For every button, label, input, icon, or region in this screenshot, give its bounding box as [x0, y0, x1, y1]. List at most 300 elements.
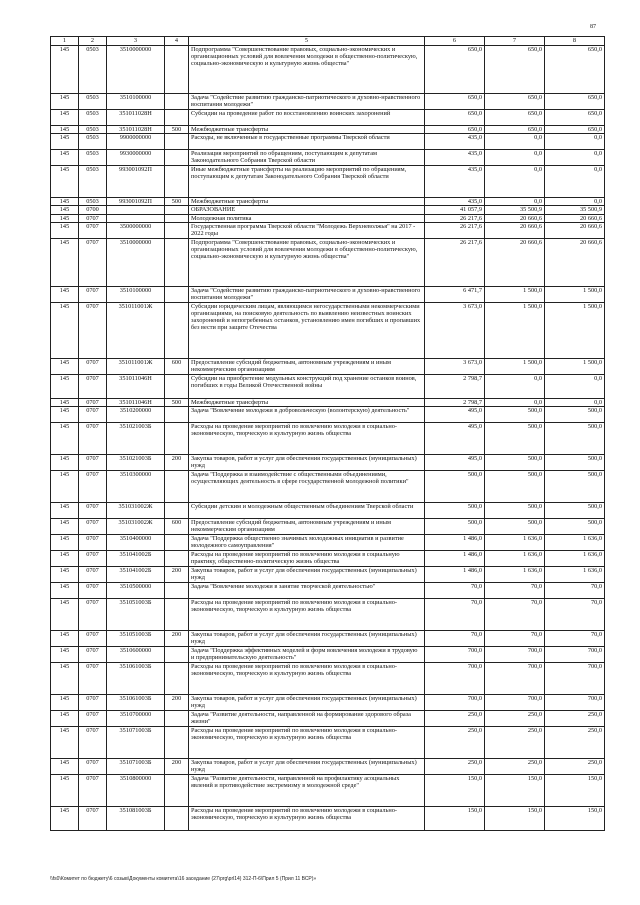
table-cell: 351021003Б [107, 455, 165, 471]
table-cell: Расходы на проведение мероприятий по вовлечению молодежи в социально-экономическую, творческую и культурную жизнь общества [189, 727, 425, 759]
table-cell: 351011046Н [107, 398, 165, 406]
table-cell: Субсидии на проведение работ по восстановлению воинских захоронений [189, 110, 425, 126]
table-cell: Межбюджетные трансферты [189, 126, 425, 134]
table-cell [165, 503, 189, 519]
table-cell: 500,0 [545, 423, 605, 455]
table-cell: 0707 [79, 455, 107, 471]
table-cell: 41 057,9 [425, 206, 485, 214]
table-cell: 150,0 [425, 807, 485, 831]
table-cell: 9900000000 [107, 134, 165, 150]
table-cell: 351011028Н [107, 126, 165, 134]
table-cell: 600 [165, 519, 189, 535]
table-cell: 0707 [79, 663, 107, 695]
table-cell: 145 [51, 126, 79, 134]
table-cell [165, 302, 189, 358]
table-cell: 1 500,0 [485, 302, 545, 358]
table-cell: 0,0 [485, 374, 545, 398]
table-cell: 145 [51, 214, 79, 222]
table-cell: Субсидии юридическим лицам, являющимся негосударственными некоммерческими организациями, на поисковую деятельность по выявлению неизвестных воинских захоронений и непогребенных останков, установлению имен погибших и пропавших без вести при защите Отечества [189, 302, 425, 358]
table-cell: 0707 [79, 214, 107, 222]
table-cell: 145 [51, 407, 79, 423]
table-cell: 1 636,0 [545, 535, 605, 551]
table-cell: 0707 [79, 775, 107, 807]
table-cell: 0503 [79, 110, 107, 126]
column-header: 8 [545, 37, 605, 46]
table-row [51, 663, 605, 695]
table-cell: Предоставление субсидий бюджетным, автономным учреждениям и иным некоммерческим организациям [189, 519, 425, 535]
table-cell [165, 599, 189, 631]
table-cell: 26 217,6 [425, 222, 485, 238]
table-cell: 351061003Б [107, 695, 165, 711]
table-cell: 145 [51, 647, 79, 663]
table-cell: 0707 [79, 471, 107, 503]
table-cell: 650,0 [425, 126, 485, 134]
table-cell: 3510300000 [107, 471, 165, 503]
table-cell [165, 222, 189, 238]
table-cell: 650,0 [545, 110, 605, 126]
table-cell: 200 [165, 759, 189, 775]
table-cell: Молодежная политика [189, 214, 425, 222]
table-row [51, 759, 605, 775]
table-body [51, 46, 605, 831]
table-cell: 500,0 [545, 455, 605, 471]
table-cell: 0,0 [485, 150, 545, 166]
table-cell: 145 [51, 423, 79, 455]
table-cell: 351011046Н [107, 374, 165, 398]
table-cell: 351051003Б [107, 599, 165, 631]
table-cell: 0,0 [545, 398, 605, 406]
table-cell: 145 [51, 567, 79, 583]
table-cell [165, 775, 189, 807]
table-cell: 500,0 [425, 503, 485, 519]
table-cell: 250,0 [425, 759, 485, 775]
table-cell: 0,0 [485, 398, 545, 406]
table-cell: 435,0 [425, 150, 485, 166]
table-cell: 0,0 [545, 374, 605, 398]
table-cell: 650,0 [485, 126, 545, 134]
table-cell: 0503 [79, 126, 107, 134]
column-header: 2 [79, 37, 107, 46]
table-cell [165, 166, 189, 198]
table-cell: 26 217,6 [425, 238, 485, 286]
table-cell: 700,0 [545, 647, 605, 663]
table-cell: 0707 [79, 551, 107, 567]
table-cell: 500,0 [545, 471, 605, 503]
table-cell: 3 673,0 [425, 302, 485, 358]
table-cell: 70,0 [545, 583, 605, 599]
file-path-footer: \\fs0\Комитет по бюджету\6 созыв\Документы комитета\16 заседание (27\prg\prl14) 312-П-6\Прил 5 (Прил 11 ВСР)» [50, 876, 317, 882]
table-cell: 1 500,0 [545, 302, 605, 358]
table-cell: 500,0 [425, 519, 485, 535]
table-cell: 20 660,6 [485, 214, 545, 222]
table-cell: 145 [51, 150, 79, 166]
table-cell: 145 [51, 374, 79, 398]
table-row [51, 647, 605, 663]
table-cell [165, 206, 189, 214]
table-cell: 0,0 [545, 150, 605, 166]
table-cell: 0707 [79, 567, 107, 583]
table-cell: 70,0 [425, 599, 485, 631]
table-cell: 145 [51, 286, 79, 302]
table-cell: 3510200000 [107, 407, 165, 423]
table-row [51, 374, 605, 398]
table-cell: 250,0 [545, 727, 605, 759]
table-row [51, 567, 605, 583]
table-cell: 993001092П [107, 198, 165, 206]
table-cell: Задача "Поддержка и взаимодействие с общественными объединениями, осуществляющих деятельность в сфере государственной молодежной политики" [189, 471, 425, 503]
table-cell [165, 727, 189, 759]
table-cell: Закупка товаров, работ и услуг для обеспечения государственных (муниципальных) нужд [189, 759, 425, 775]
table-cell: 200 [165, 567, 189, 583]
table-cell: Задача "Вовлечение молодежи в занятие творческой деятельностью" [189, 583, 425, 599]
table-cell: 0707 [79, 407, 107, 423]
table-cell [165, 238, 189, 286]
table-cell: 0700 [79, 206, 107, 214]
table-cell: 150,0 [485, 775, 545, 807]
table-cell [165, 286, 189, 302]
table-cell: 250,0 [545, 759, 605, 775]
table-cell: 70,0 [425, 583, 485, 599]
table-row [51, 206, 605, 214]
table-cell: 3500000000 [107, 222, 165, 238]
table-cell: Закупка товаров, работ и услуг для обеспечения государственных (муниципальных) нужд [189, 567, 425, 583]
table-cell: 145 [51, 711, 79, 727]
table-cell: 500,0 [545, 519, 605, 535]
table-cell: Закупка товаров, работ и услуг для обеспечения государственных (муниципальных) нужд [189, 631, 425, 647]
table-cell: 0707 [79, 503, 107, 519]
table-cell: 993001092П [107, 166, 165, 198]
table-cell: 20 660,6 [545, 238, 605, 286]
table-cell: 1 500,0 [545, 358, 605, 374]
page-number: 87 [590, 24, 596, 30]
table-cell: 650,0 [545, 94, 605, 110]
table-cell: Субсидии детским и молодежным общественным объединениям Тверской области [189, 503, 425, 519]
table-row [51, 519, 605, 535]
table-cell: 500,0 [485, 519, 545, 535]
table-cell: 145 [51, 599, 79, 631]
budget-table-container [50, 36, 604, 831]
table-row [51, 134, 605, 150]
table-cell: 250,0 [485, 759, 545, 775]
table-cell: 145 [51, 206, 79, 214]
table-cell: Расходы на проведение мероприятий по вовлечению молодежи в социально-экономическую, творческую и культурную жизнь общества [189, 423, 425, 455]
table-cell [165, 807, 189, 831]
column-header: 4 [165, 37, 189, 46]
table-cell: 150,0 [545, 775, 605, 807]
table-row [51, 166, 605, 198]
table-cell: 700,0 [425, 663, 485, 695]
table-cell: 351061003Б [107, 663, 165, 695]
table-cell [165, 110, 189, 126]
table-cell: 0,0 [545, 134, 605, 150]
column-header: 1 [51, 37, 79, 46]
table-cell: 0707 [79, 535, 107, 551]
table-row [51, 302, 605, 358]
column-header: 7 [485, 37, 545, 46]
table-cell: 3510600000 [107, 647, 165, 663]
table-cell: 0707 [79, 631, 107, 647]
table-row [51, 46, 605, 94]
table-cell [165, 551, 189, 567]
table-cell [165, 471, 189, 503]
table-cell [165, 423, 189, 455]
table-cell: 0,0 [545, 198, 605, 206]
budget-table [50, 36, 605, 831]
table-cell: Субсидии на приобретение модульных конструкций под хранение останков воинов, погибших в годы Великой Отечественной войны [189, 374, 425, 398]
table-cell: 6 471,7 [425, 286, 485, 302]
table-cell: 35 500,9 [485, 206, 545, 214]
table-cell: 1 636,0 [545, 567, 605, 583]
table-cell: 200 [165, 631, 189, 647]
table-cell: 20 660,6 [545, 222, 605, 238]
table-row [51, 286, 605, 302]
table-cell: 351051003Б [107, 631, 165, 647]
table-cell: Задача "Развитие деятельности, направленной на формирование здорового образа жизни" [189, 711, 425, 727]
table-cell: 700,0 [485, 647, 545, 663]
table-row [51, 150, 605, 166]
table-row [51, 423, 605, 455]
table-cell: 435,0 [425, 134, 485, 150]
table-cell: 3510500000 [107, 583, 165, 599]
table-cell: 650,0 [545, 126, 605, 134]
table-row [51, 398, 605, 406]
table-cell: 70,0 [545, 599, 605, 631]
table-cell: 3510100000 [107, 286, 165, 302]
table-cell [165, 663, 189, 695]
table-cell: 495,0 [425, 455, 485, 471]
table-cell: 0707 [79, 519, 107, 535]
table-cell: 495,0 [425, 423, 485, 455]
table-cell: 0503 [79, 198, 107, 206]
table-cell: 1 486,0 [425, 551, 485, 567]
table-cell: Межбюджетные трансферты [189, 398, 425, 406]
table-cell: 700,0 [545, 695, 605, 711]
table-cell: 145 [51, 238, 79, 286]
table-cell: 2 798,7 [425, 398, 485, 406]
table-cell: 500,0 [545, 503, 605, 519]
table-cell: Расходы на проведение мероприятий по вовлечению молодежи в социальную практику, общественно-политическую жизнь общества [189, 551, 425, 567]
table-cell: 145 [51, 358, 79, 374]
table-cell: 145 [51, 198, 79, 206]
table-cell: 650,0 [485, 110, 545, 126]
table-cell: 495,0 [425, 407, 485, 423]
table-cell: 650,0 [425, 94, 485, 110]
table-cell [165, 94, 189, 110]
table-cell: 351071003Б [107, 727, 165, 759]
table-cell: 3510400000 [107, 535, 165, 551]
table-cell: Расходы на проведение мероприятий по вовлечению молодежи в социально-экономическую, творческую и культурную жизнь общества [189, 663, 425, 695]
table-cell: 3510800000 [107, 775, 165, 807]
table-cell: 500 [165, 126, 189, 134]
table-cell: 0707 [79, 759, 107, 775]
table-cell: 3510000000 [107, 238, 165, 286]
table-cell: 351011028Н [107, 110, 165, 126]
column-header: 3 [107, 37, 165, 46]
table-cell: 0707 [79, 423, 107, 455]
table-cell: 20 660,6 [485, 238, 545, 286]
table-cell: 0707 [79, 695, 107, 711]
column-header: 5 [189, 37, 425, 46]
table-cell: 0707 [79, 302, 107, 358]
table-cell: 500,0 [485, 407, 545, 423]
table-row [51, 695, 605, 711]
table-cell: 0707 [79, 358, 107, 374]
table-cell: 0707 [79, 238, 107, 286]
table-cell: 145 [51, 775, 79, 807]
table-cell: 435,0 [425, 166, 485, 198]
table-header-row [51, 37, 605, 46]
table-cell: 0707 [79, 727, 107, 759]
table-cell: 70,0 [545, 631, 605, 647]
table-cell: 700,0 [485, 663, 545, 695]
table-cell: 351021003Б [107, 423, 165, 455]
table-cell: 650,0 [485, 46, 545, 94]
table-cell: 145 [51, 166, 79, 198]
table-cell [107, 214, 165, 222]
table-cell: 500 [165, 398, 189, 406]
table-cell: 70,0 [425, 631, 485, 647]
table-cell: 26 217,6 [425, 214, 485, 222]
table-cell: Задача "Поддержка эффективных моделей и форм вовлечения молодежи в трудовую и предпринимательскую деятельность" [189, 647, 425, 663]
table-row [51, 238, 605, 286]
table-cell: 150,0 [425, 775, 485, 807]
table-cell: ОБРАЗОВАНИЕ [189, 206, 425, 214]
table-cell: 145 [51, 503, 79, 519]
table-cell: 700,0 [545, 663, 605, 695]
table-cell: 700,0 [485, 695, 545, 711]
table-cell [165, 134, 189, 150]
table-cell: 70,0 [485, 599, 545, 631]
table-cell: Иные межбюджетные трансферты на реализацию мероприятий по обращениям, поступающим к депутатам Законодательного Собрания Тверской области [189, 166, 425, 198]
table-row [51, 126, 605, 134]
table-cell: 70,0 [485, 631, 545, 647]
table-row [51, 583, 605, 599]
table-cell: 145 [51, 807, 79, 831]
table-cell: 0707 [79, 647, 107, 663]
table-cell [165, 583, 189, 599]
table-cell: 700,0 [425, 647, 485, 663]
table-cell: 1 636,0 [485, 551, 545, 567]
table-cell: Задача "Вовлечение молодежи в добровольческую (волонтерскую) деятельность" [189, 407, 425, 423]
table-cell: 500,0 [485, 503, 545, 519]
table-cell: 0503 [79, 166, 107, 198]
table-cell: 145 [51, 727, 79, 759]
table-cell: 1 636,0 [485, 567, 545, 583]
table-cell: 1 636,0 [485, 535, 545, 551]
table-cell: 0707 [79, 222, 107, 238]
table-cell [165, 407, 189, 423]
table-row [51, 503, 605, 519]
table-cell: 0503 [79, 134, 107, 150]
table-cell: Расходы на проведение мероприятий по вовлечению молодежи в социально-экономическую, творческую и культурную жизнь общества [189, 807, 425, 831]
table-cell: Расходы на проведение мероприятий по вовлечению молодежи в социально-экономическую, творческую и культурную жизнь общества [189, 599, 425, 631]
table-cell: Межбюджетные трансферты [189, 198, 425, 206]
table-cell: 145 [51, 583, 79, 599]
table-cell: Задача "Содействие развитию гражданско-патриотического и духовно-нравственного воспитания молодежи" [189, 94, 425, 110]
table-cell: 0,0 [485, 134, 545, 150]
table-cell: 351031002Ж [107, 503, 165, 519]
table-cell: 145 [51, 302, 79, 358]
table-cell: 500 [165, 198, 189, 206]
table-cell: Государственная программа Тверской области "Молодежь Верхневолжья" на 2017 - 2022 годы [189, 222, 425, 238]
table-cell: 200 [165, 695, 189, 711]
table-cell: 0,0 [545, 166, 605, 198]
table-row [51, 407, 605, 423]
table-cell: 1 500,0 [485, 286, 545, 302]
table-cell: 351071003Б [107, 759, 165, 775]
table-cell: 1 500,0 [485, 358, 545, 374]
table-cell: Закупка товаров, работ и услуг для обеспечения государственных (муниципальных) нужд [189, 695, 425, 711]
table-row [51, 775, 605, 807]
table-cell [165, 46, 189, 94]
table-cell: Подпрограмма "Совершенствование правовых, социально-экономических и организационных условий для вовлечения молодежи в общественно-политическую, социально-экономическую и культурную жизнь общества" [189, 238, 425, 286]
table-cell: 145 [51, 471, 79, 503]
table-row [51, 94, 605, 110]
table-cell: 250,0 [485, 711, 545, 727]
table-cell: 500,0 [485, 471, 545, 503]
table-cell: Задача "Поддержка общественно значимых молодежных инициатив и развитие молодежного самоуправления" [189, 535, 425, 551]
table-cell: 200 [165, 455, 189, 471]
table-cell: 145 [51, 46, 79, 94]
table-row [51, 535, 605, 551]
table-cell: Задача "Развитие деятельности, направленной на профилактику асоциальных явлений и противодействие экстремизму в молодежной среде" [189, 775, 425, 807]
table-row [51, 631, 605, 647]
table-cell: 0503 [79, 150, 107, 166]
table-cell: 250,0 [545, 711, 605, 727]
table-cell: 35 500,9 [545, 206, 605, 214]
table-cell: 145 [51, 455, 79, 471]
table-cell: 0,0 [485, 198, 545, 206]
table-cell: 351041002Б [107, 567, 165, 583]
table-cell: 0707 [79, 711, 107, 727]
table-cell: 0707 [79, 374, 107, 398]
table-cell: 351081003Б [107, 807, 165, 831]
table-cell: 351041002Б [107, 551, 165, 567]
table-cell: 145 [51, 695, 79, 711]
table-cell: 1 486,0 [425, 567, 485, 583]
table-cell [165, 214, 189, 222]
table-cell: 9930000000 [107, 150, 165, 166]
table-cell: 3510000000 [107, 46, 165, 94]
table-cell: 70,0 [485, 583, 545, 599]
table-cell: Подпрограмма "Совершенствование правовых, социально-экономических и организационных условий для вовлечения молодежи в общественно-политическую, социально-экономическую и культурную жизнь общества" [189, 46, 425, 94]
table-cell: 250,0 [425, 727, 485, 759]
table-cell: 145 [51, 519, 79, 535]
table-cell: 650,0 [425, 46, 485, 94]
table-cell: 145 [51, 398, 79, 406]
table-cell: 0707 [79, 583, 107, 599]
table-cell [165, 535, 189, 551]
table-cell: 600 [165, 358, 189, 374]
table-cell: 145 [51, 110, 79, 126]
table-cell: 351011001Ж [107, 358, 165, 374]
table-cell: 145 [51, 134, 79, 150]
table-row [51, 455, 605, 471]
table-cell: 145 [51, 759, 79, 775]
table-cell: 0503 [79, 94, 107, 110]
table-row [51, 198, 605, 206]
table-cell: 0707 [79, 599, 107, 631]
table-row [51, 551, 605, 567]
table-cell [165, 150, 189, 166]
table-cell: Реализация мероприятий по обращениям, поступающим к депутатам Законодательного Собрания Тверской области [189, 150, 425, 166]
table-row [51, 471, 605, 503]
table-cell: 650,0 [545, 46, 605, 94]
table-cell: 1 500,0 [545, 286, 605, 302]
table-cell: 0503 [79, 46, 107, 94]
table-cell: 145 [51, 535, 79, 551]
table-cell [165, 711, 189, 727]
